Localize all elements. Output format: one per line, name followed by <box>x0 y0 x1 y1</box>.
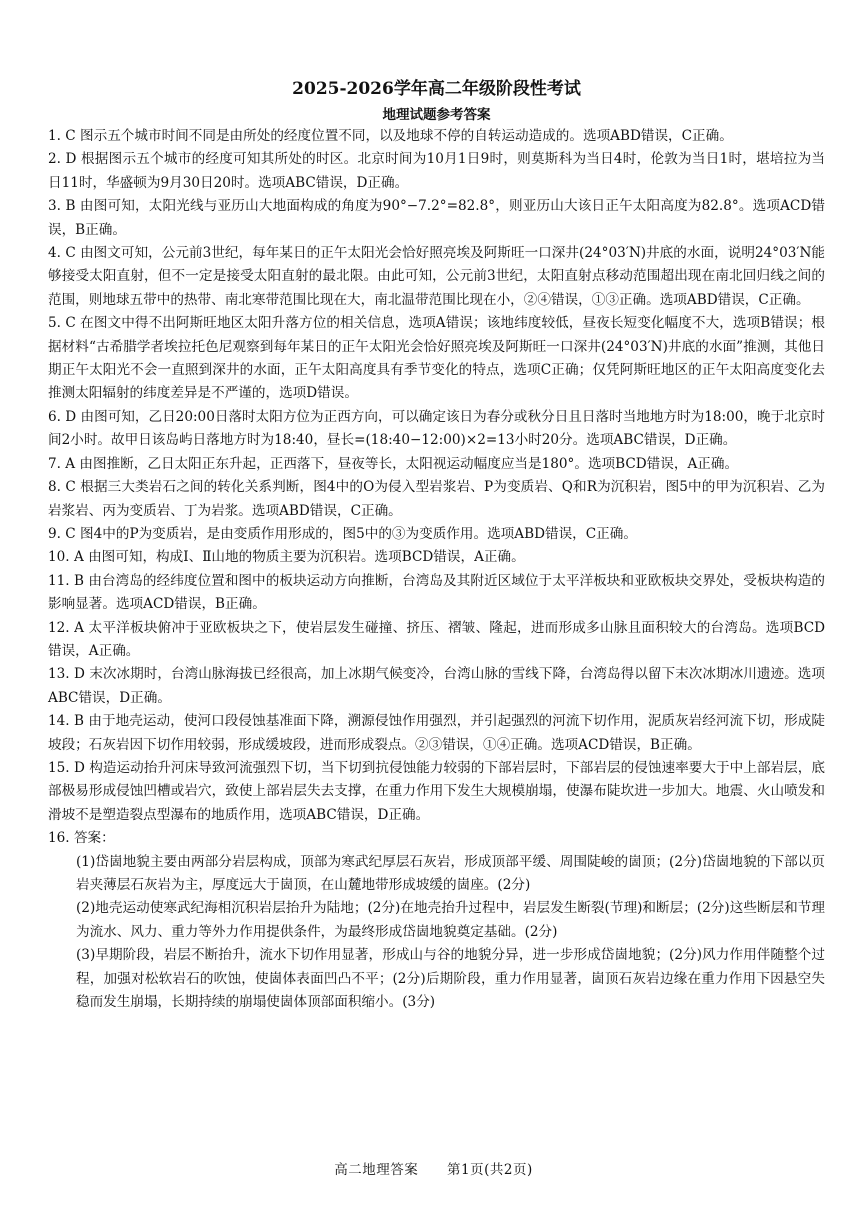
answer-item: 2. D 根据图示五个城市的经度可知其所处的时区。北京时间为10月1日9时，则莫斯科为当日4时，伦敦为当日1时，堪培拉为当日11时，华盛顿为9月30日20时。选项ABC错误，D正确。 <box>48 151 825 191</box>
answer-item: 10. A 由图可知，构成Ⅰ、Ⅱ山地的物质主要为沉积岩。选项BCD错误，A正确。 <box>48 549 525 566</box>
answer-list <box>48 125 825 851</box>
answer-item: 6. D 由图可知，乙日20:00日落时太阳方位为正西方向，可以确定该日为春分或秋分日且日落时当地地方时为18:00，晚于北京时间2小时。故甲日该岛屿日落地方时为18:40，昼长=(18:40−12:00)×2=13小时20分。选项ABC错误，D正确。 <box>48 408 825 449</box>
answer-item: 3. B 由图可知，太阳光线与亚历山大地面构成的角度为90°−7.2°=82.8°，则亚历山大该日正午太阳高度为82.8°。选项ACD错误，B正确。 <box>48 198 825 238</box>
answer-item: 13. D 末次冰期时，台湾山脉海拔已经很高，加上冰期气候变冷，台湾山脉的雪线下降，台湾岛得以留下末次冰期冰川遗迹。选项ABC错误，D正确。 <box>48 666 825 706</box>
answer-item: 8. C 根据三大类岩石之间的转化关系判断，图4中的O为侵入型岩浆岩、P为变质岩、Q和R为沉积岩，图5中的甲为沉积岩、乙为岩浆岩、丙为变质岩、丁为岩浆。选项ABD错误，C正确。 <box>48 479 825 519</box>
answer-item: 5. C 在图文中得不出阿斯旺地区太阳升落方位的相关信息，选项A错误；该地纬度较低，昼夜长短变化幅度不大，选项B错误；根据材料“古希腊学者埃拉托色尼观察到每年某日的正午太阳光会恰好照亮埃及阿斯旺一口深井(24°03′N)井底的水面”推测，其他日期正午太阳光不会一直照到深井的水面，正午太阳高度具有季节变化的特点，选项C正确；仅凭阿斯旺地区的正午太阳高度变化去推测太阳辐射的纬度差异是不严谨的，选项D错误。 <box>48 315 825 402</box>
page-title: 2025-2026学年高二年级阶段性考试 <box>292 79 581 99</box>
answer-item: 7. A 由图推断，乙日太阳正东升起，正西落下，昼夜等长，太阳视运动幅度应当是180°。选项BCD错误，A正确。 <box>48 455 739 472</box>
footer-page-number: 第1页(共2页) <box>447 1162 533 1178</box>
answer-item: 9. C 图4中的P为变质岩，是由变质作用形成的，图5中的③为变质作用。选项ABD错误，C正确。 <box>48 525 637 542</box>
answer-item: 11. B 由台湾岛的经纬度位置和图中的板块运动方向推断，台湾岛及其附近区域位于太平洋板块和亚欧板块交界处，受板块构造的影响显著。选项ACD错误，B正确。 <box>48 572 825 613</box>
answer-item: 14. B 由于地壳运动，使河口段侵蚀基准面下降，溯源侵蚀作用强烈，并引起强烈的河流下切作用，泥质灰岩经河流下切，形成陡坡段；石灰岩因下切作用较弱，形成缓坡段，进而形成裂点。②③错误，①④正确。选项ACD错误，B正确。 <box>48 713 825 753</box>
answer-item: 1. C 图示五个城市时间不同是由所处的经度位置不同，以及地球不停的自转运动造成的。选项ABD错误，C正确。 <box>48 128 733 144</box>
page-footer <box>0 1158 867 1178</box>
answer-item: 12. A 太平洋板块俯冲于亚欧板块之下，使岩层发生碰撞、挤压、褶皱、隆起，进而形成多山脉且面积较大的台湾岛。选项BCD错误，A正确。 <box>48 619 825 659</box>
q16-part-2: (2)地壳运动使寒武纪海相沉积岩层抬升为陆地；(2分)在地壳抬升过程中，岩层发生断裂(节理)和断层；(2分)这些断层和节理为流水、风力、重力等外力作用提供条件，为最终形成岱崮地貌奠定基础。(2分) <box>76 900 825 940</box>
answer-item: 16. 答案： <box>48 830 115 847</box>
question-16-answers <box>48 851 825 1015</box>
footer-label: 高二地理答案 <box>334 1162 419 1178</box>
answer-item: 4. C 由图文可知，公元前3世纪，每年某日的正午太阳光会恰好照亮埃及阿斯旺一口深井(24°03′N)井底的水面，说明24°03′N能够接受太阳直射，但不一定是接受太阳直射的最北限。由此可知，公元前3世纪，太阳直射点移动范围超出现在南北回归线之间的范围，则地球五带中的热带、南北寒带范围比现在大，南北温带范围比现在小，②④错误，①③正确。选项ABD错误，C正确。 <box>48 245 825 308</box>
q16-part-3: (3)早期阶段，岩层不断抬升，流水下切作用显著，形成山与谷的地貌分异，进一步形成岱崮地貌；(2分)风力作用伴随整个过程，加强对松软岩石的吹蚀，使崮体表面凹凸不平；(2分)后期阶段，重力作用显著，崮顶石灰岩边缘在重力作用下因悬空失稳而发生崩塌，长期持续的崩塌使崮体顶部面积缩小。(3分) <box>76 947 825 1011</box>
q16-part-1: (1)岱崮地貌主要由两部分岩层构成，顶部为寒武纪厚层石灰岩，形成顶部平缓、周围陡峻的崮顶；(2分)岱崮地貌的下部以页岩夹薄层石灰岩为主，厚度远大于崮顶，在山麓地带形成坡缓的崮座。(2分) <box>76 853 825 893</box>
page-subtitle: 地理试题参考答案 <box>382 107 491 123</box>
answer-item: 15. D 构造运动抬升河床导致河流强烈下切，当下切到抗侵蚀能力较弱的下部岩层时，下部岩层的侵蚀速率要大于中上部岩层，底部极易形成侵蚀凹槽或岩穴，致使上部岩层失去支撑，在重力作用下发生大规模崩塌，使瀑布陡坎进一步加大。地震、火山喷发和滑坡不是塑造裂点型瀑布的地质作用，选项ABC错误，D正确。 <box>48 759 825 823</box>
